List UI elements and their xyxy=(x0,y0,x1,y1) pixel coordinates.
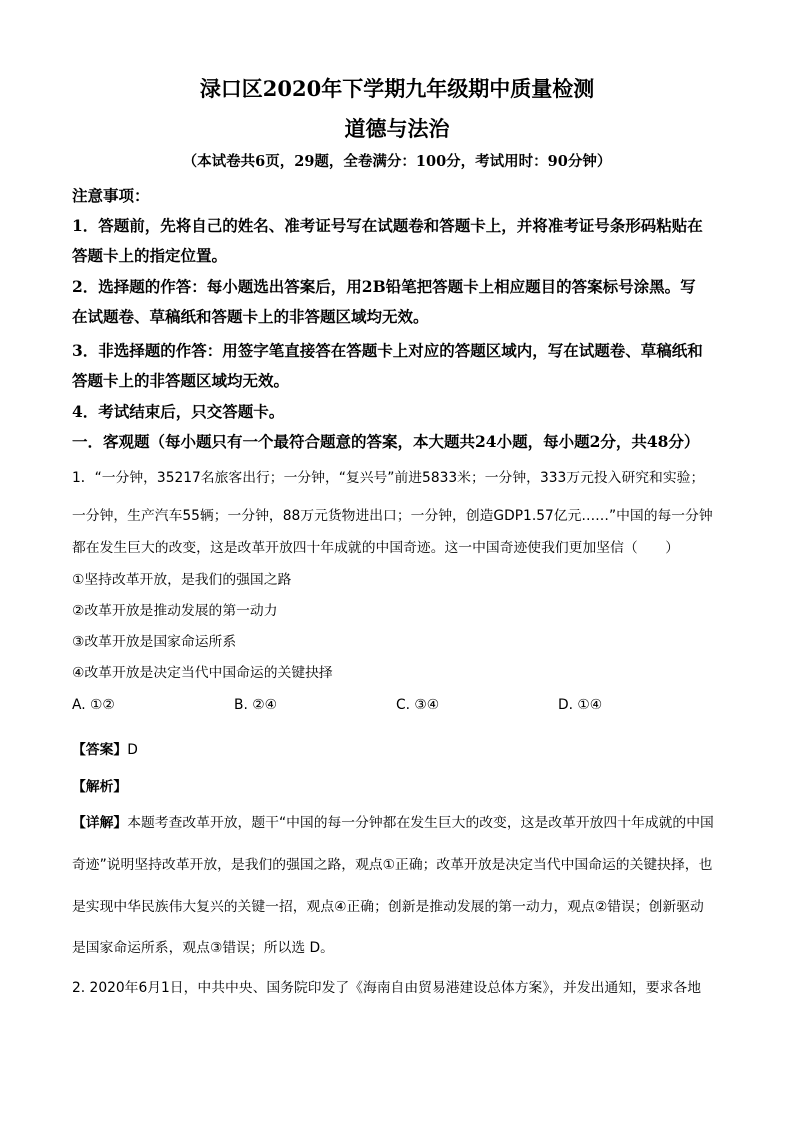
notice-line-7: 4．考试结束后，只交答题卡。 xyxy=(72,402,285,421)
q1-choice-a: A. ①② xyxy=(72,697,115,713)
q1-detail-line-3: 是实现中华民族伟大复兴的关键一招，观点④正确；创新是推动发展的第一动力，观点②错误；创新驱动 xyxy=(72,899,704,915)
notice-line-4: 在试题卷、草稿纸和答题卡上的非答题区域均无效。 xyxy=(72,307,429,326)
answer-label: 【答案】 xyxy=(72,742,128,758)
q1-detail-line-4: 是国家命运所系，观点③错误；所以选 D。 xyxy=(72,940,334,956)
q1-choice-d: D. ①④ xyxy=(558,697,603,713)
q1-option-2: ②改革开放是推动发展的第一动力 xyxy=(72,603,278,619)
q2-stem-line-1: 2. 2020年6月1日，中共中央、国务院印发了《海南自由贸易港建设总体方案》，并发出通知，要求各地 xyxy=(72,980,701,996)
q1-stem-line-1: 1．“一分钟，35217名旅客出行；一分钟，“复兴号”前进5833米；一分钟，333万元投入研究和实验； xyxy=(72,470,705,486)
notice-line-1: 1．答题前，先将自己的姓名、准考证号写在试题卷和答题卡上，并将准考证号条形码粘贴在 xyxy=(72,216,703,235)
notice-heading: 注意事项： xyxy=(72,186,150,205)
q1-choice-c: C. ③④ xyxy=(396,697,440,713)
q1-detail-line-2: 奇迹”说明坚持改革开放，是我们的强国之路，观点①正确；改革开放是决定当代中国命运的关键抉择，也 xyxy=(72,857,713,873)
notice-line-6: 答题卡上的非答题区域均无效。 xyxy=(72,371,290,390)
q1-option-3: ③改革开放是国家命运所系 xyxy=(72,634,237,650)
exam-info: （本试卷共6页，29题，全卷满分：100分，考试用时：90分钟） xyxy=(182,153,612,170)
q1-option-4: ④改革开放是决定当代中国命运的关键抉择 xyxy=(72,665,333,681)
q1-answer xyxy=(72,738,724,758)
notice-line-2: 答题卡上的指定位置。 xyxy=(72,246,228,265)
exam-subject: 道德与法治 xyxy=(344,116,450,141)
q1-analysis xyxy=(72,775,724,795)
detail-label: 【详解】 xyxy=(72,815,128,831)
q1-choice-b: B. ②④ xyxy=(234,697,277,713)
answer-value: D xyxy=(127,742,138,758)
q1-option-1: ①坚持改革开放，是我们的强国之路 xyxy=(72,572,292,588)
notice-line-5: 3．非选择题的作答：用签字笔直接答在答题卡上对应的答题区域内，写在试题卷、草稿纸和 xyxy=(72,341,703,360)
notice-line-3: 2．选择题的作答：每小题选出答案后，用2B铅笔把答题卡上相应题目的答案标号涂黑。写 xyxy=(72,277,696,296)
section-heading: 一．客观题（每小题只有一个最符合题意的答案，本大题共24小题，每小题2分，共48分） xyxy=(72,432,700,451)
q1-stem-line-2: 一分钟，生产汽车55辆；一分钟，88万元货物进出口；一分钟，创造GDP1.57亿元……”中国的每一分钟 xyxy=(72,508,713,524)
q1-detail-line-1 xyxy=(72,811,724,831)
q1-stem-line-3: 都在发生巨大的改变，这是改革开放四十年成就的中国奇迹。这一中国奇迹使我们更加坚信（ ） xyxy=(72,540,680,556)
exam-title: 渌口区2020年下学期九年级期中质量检测 xyxy=(199,76,595,101)
analysis-label: 【解析】 xyxy=(72,779,128,795)
detail-text-1: 本题考查改革开放，题干“中国的每一分钟都在发生巨大的改变，这是改革开放四十年成就的中国 xyxy=(127,815,714,831)
